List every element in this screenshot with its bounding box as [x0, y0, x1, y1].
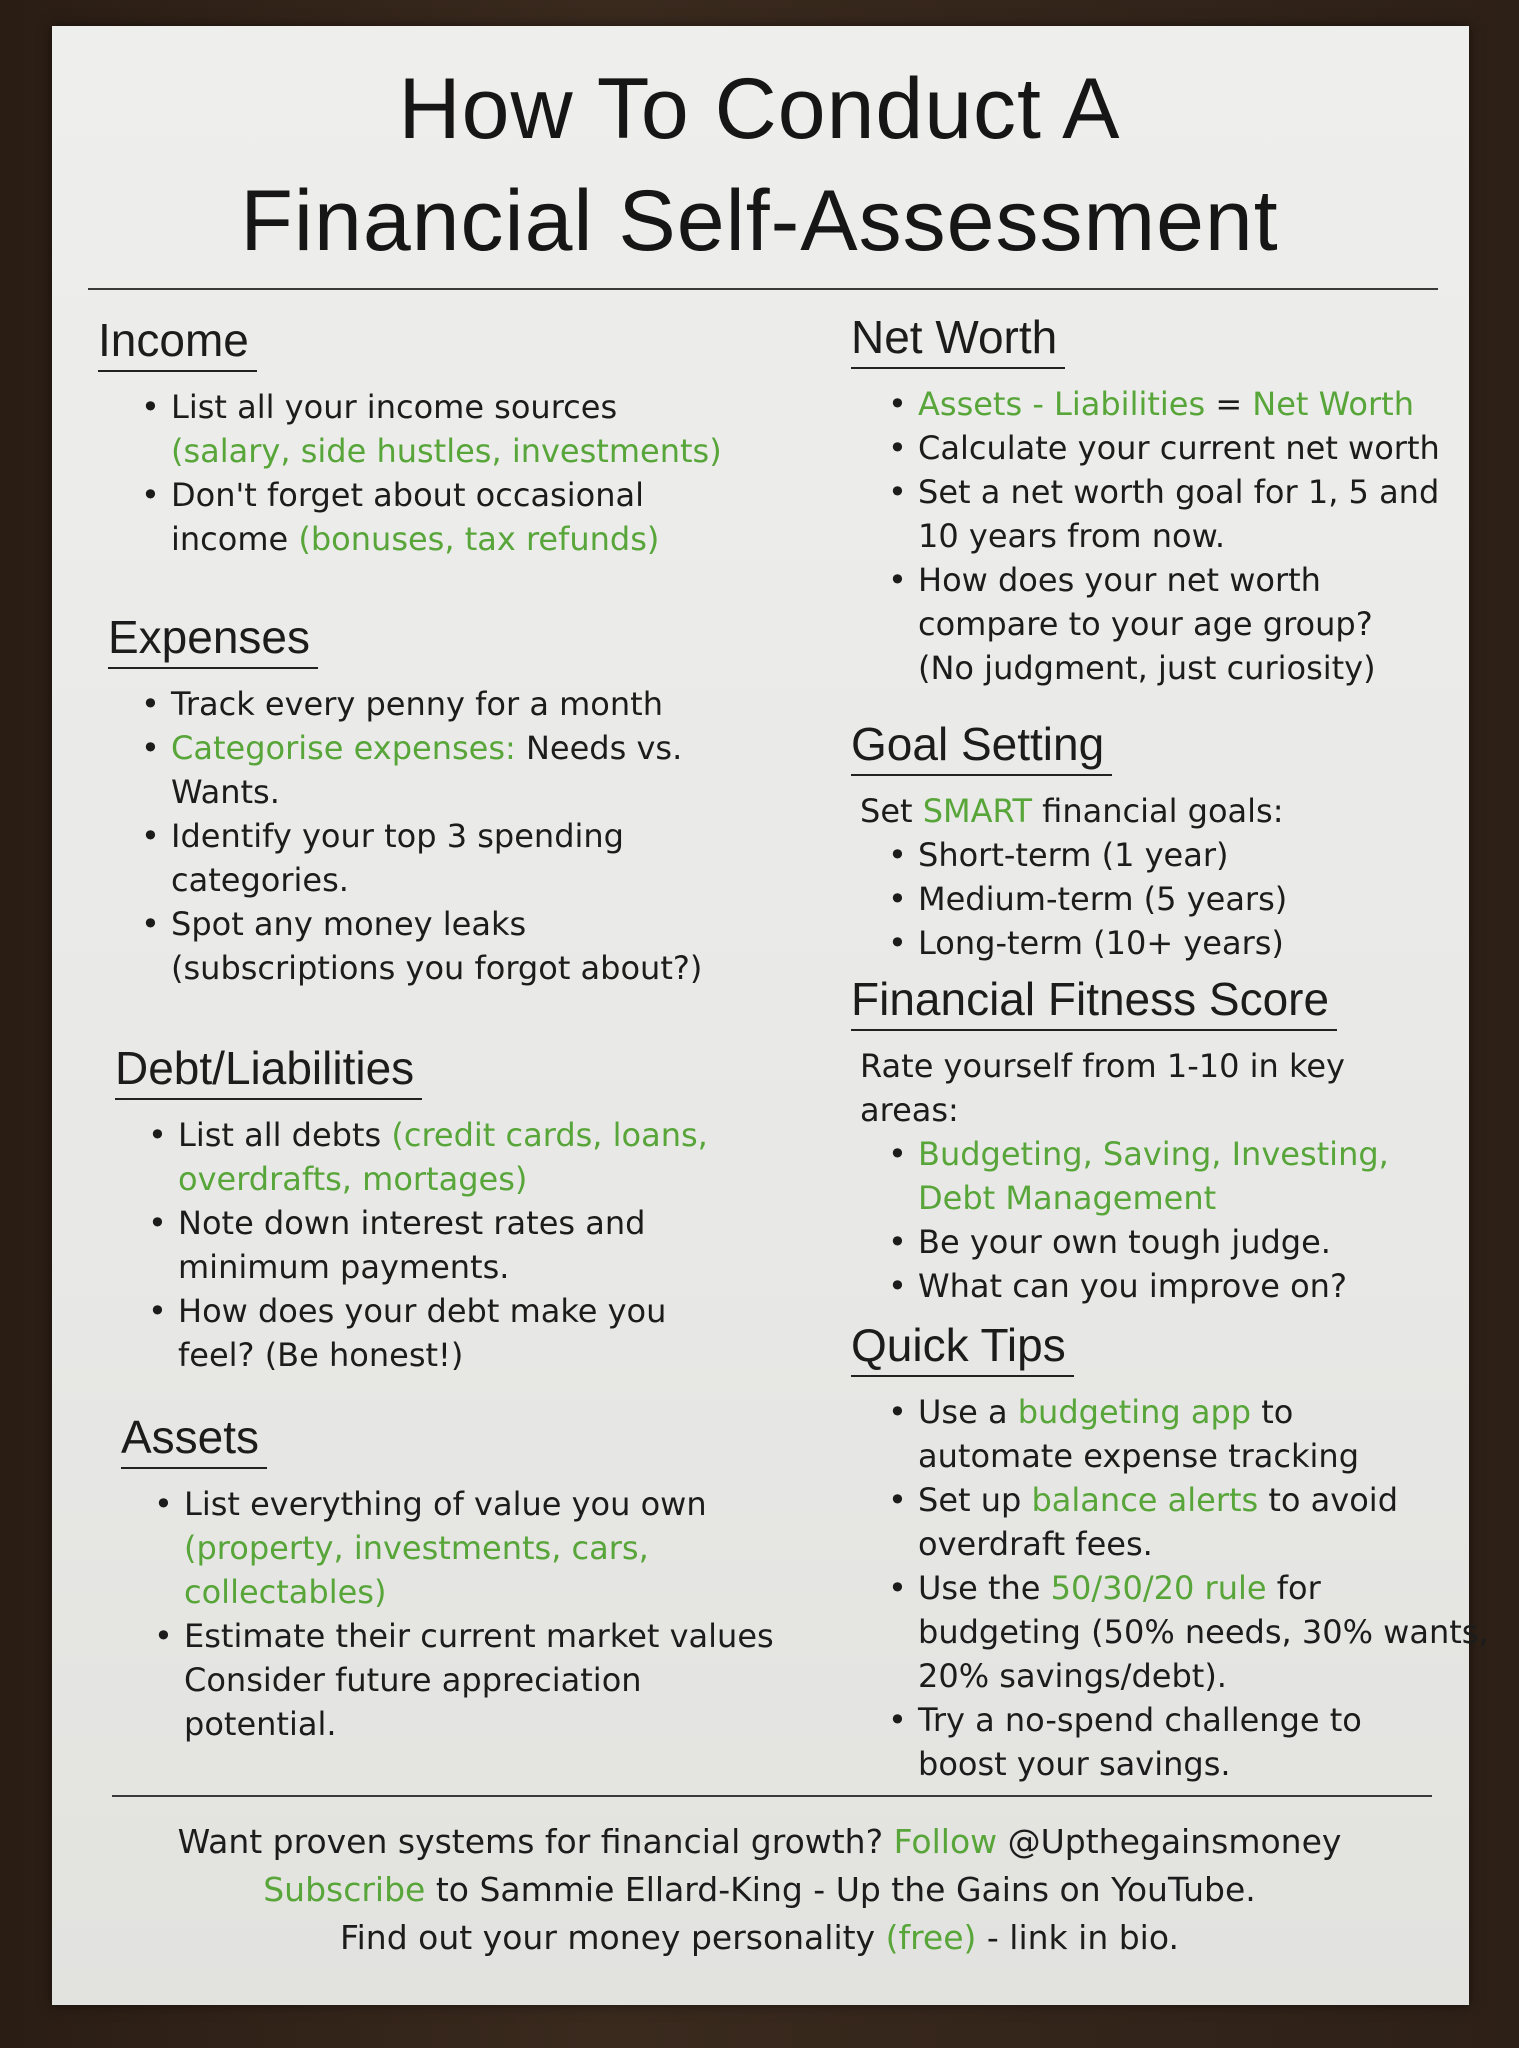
- footer: [0, 1818, 1519, 1962]
- text-line: [860, 1044, 1389, 1088]
- text: How does your debt make you: [178, 1292, 667, 1330]
- section-heading: Goal Setting: [851, 714, 1112, 776]
- bullet-item: [884, 1478, 1489, 1522]
- title-line-1: How To Conduct A: [398, 61, 1121, 157]
- highlight-text: 50/30/20 rule: [1050, 1569, 1267, 1607]
- highlight-text: Assets - Liabilities: [918, 385, 1206, 423]
- text-line: [860, 789, 1287, 833]
- text: - link in bio.: [976, 1918, 1179, 1957]
- bullet-item: [150, 1482, 774, 1526]
- text: Set: [860, 792, 923, 830]
- text-line: [144, 1157, 708, 1201]
- bullet-item: [884, 877, 1287, 921]
- bullet-item: [884, 921, 1287, 965]
- section-fitness-score: [851, 969, 1389, 1308]
- bullet-item: [884, 1566, 1489, 1610]
- highlight-text: Budgeting, Saving, Investing,: [918, 1135, 1389, 1173]
- section-net-worth: [851, 307, 1440, 690]
- text-line: [884, 1176, 1389, 1220]
- text: feel? (Be honest!): [178, 1336, 464, 1374]
- text: Consider future appreciation: [184, 1661, 642, 1699]
- text: areas:: [860, 1091, 959, 1129]
- highlight-text: Follow: [893, 1822, 998, 1861]
- text-line: [150, 1570, 774, 1614]
- text-line: [884, 1610, 1489, 1654]
- bullet-item: [884, 558, 1440, 602]
- bullet-item: [884, 1698, 1489, 1742]
- section-heading: Assets: [121, 1407, 267, 1469]
- bullet-item: [884, 1220, 1389, 1264]
- text: 10 years from now.: [918, 517, 1226, 555]
- text: boost your savings.: [918, 1745, 1231, 1783]
- bullet-item: [137, 814, 702, 858]
- text: What can you improve on?: [918, 1267, 1347, 1305]
- text-line: [137, 429, 722, 473]
- text: =: [1205, 385, 1253, 423]
- highlight-text: Net Worth: [1252, 385, 1414, 423]
- highlight-text: Subscribe: [263, 1870, 426, 1909]
- bullet-item: [144, 1113, 708, 1157]
- bullet-item: [884, 1132, 1389, 1176]
- text: @Upthegainsmoney: [997, 1822, 1342, 1861]
- bullet-item: [150, 1614, 774, 1658]
- text: Short-term (1 year): [918, 836, 1229, 874]
- section-heading: Net Worth: [851, 307, 1065, 369]
- text: Spot any money leaks: [171, 905, 527, 943]
- section-expenses: [108, 607, 702, 990]
- section-heading: Debt/Liabilities: [115, 1038, 422, 1100]
- text: Try a no-spend challenge to: [918, 1701, 1362, 1739]
- text: to: [1251, 1393, 1294, 1431]
- bullet-item: [144, 1289, 708, 1333]
- footer-divider: [112, 1795, 1432, 1797]
- text-line: [884, 1434, 1489, 1478]
- text-line: [150, 1702, 774, 1746]
- highlight-text: balance alerts: [1031, 1481, 1259, 1519]
- text: Set up: [918, 1481, 1032, 1519]
- text-line: [137, 770, 702, 814]
- text: automate expense tracking: [918, 1437, 1359, 1475]
- text-line: [137, 517, 722, 561]
- text: Set a net worth goal for 1, 5 and: [918, 473, 1440, 511]
- text: compare to your age group?: [918, 605, 1373, 643]
- text: (subscriptions you forgot about?): [171, 949, 703, 987]
- text-line: [884, 1522, 1489, 1566]
- text: Want proven systems for financial growth?: [177, 1822, 894, 1861]
- text: Calculate your current net worth: [918, 429, 1440, 467]
- section-assets: [121, 1407, 774, 1746]
- text: budgeting (50% needs, 30% wants,: [918, 1613, 1489, 1651]
- text: financial goals:: [1031, 792, 1284, 830]
- text-line: [144, 1333, 708, 1377]
- bullet-item: [884, 1264, 1389, 1308]
- footer-line: [0, 1818, 1519, 1866]
- text: potential.: [184, 1705, 337, 1743]
- text: Find out your money personality: [340, 1918, 886, 1957]
- text-line: [144, 1245, 708, 1289]
- highlight-text: Categorise expenses:: [171, 729, 516, 767]
- bullet-item: [137, 726, 702, 770]
- bullet-item: [144, 1201, 708, 1245]
- bullet-item: [884, 382, 1440, 426]
- section-heading: Income: [98, 310, 257, 372]
- section-heading: Expenses: [108, 607, 318, 669]
- section-income: [98, 310, 722, 561]
- text: Long-term (10+ years): [918, 924, 1284, 962]
- text-line: [884, 646, 1440, 690]
- text: List all your income sources: [171, 388, 618, 426]
- text-line: [150, 1526, 774, 1570]
- text: 20% savings/debt).: [918, 1657, 1227, 1695]
- text-line: [137, 946, 702, 990]
- text-line: [884, 602, 1440, 646]
- text: Use a: [918, 1393, 1018, 1431]
- text: for: [1266, 1569, 1321, 1607]
- highlight-text: Debt Management: [918, 1179, 1217, 1217]
- footer-line: [0, 1914, 1519, 1962]
- highlight-text: budgeting app: [1017, 1393, 1252, 1431]
- text: How does your net worth: [918, 561, 1321, 599]
- footer-line: [0, 1866, 1519, 1914]
- highlight-text: overdrafts, mortages): [178, 1160, 528, 1198]
- text: Track every penny for a month: [171, 685, 663, 723]
- highlight-text: (free): [885, 1918, 977, 1957]
- text: Note down interest rates and: [178, 1204, 646, 1242]
- text: (No judgment, just curiosity): [918, 649, 1376, 687]
- text-line: [860, 1088, 1389, 1132]
- text: to Sammie Ellard-King - Up the Gains on YouTube.: [425, 1870, 1256, 1909]
- bullet-item: [884, 833, 1287, 877]
- section-goal-setting: [851, 714, 1287, 965]
- text: overdraft fees.: [918, 1525, 1153, 1563]
- text: minimum payments.: [178, 1248, 510, 1286]
- text: List everything of value you own: [184, 1485, 707, 1523]
- bullet-item: [137, 385, 722, 429]
- bullet-item: [137, 473, 722, 517]
- text: Needs vs.: [515, 729, 683, 767]
- text: Wants.: [171, 773, 280, 811]
- highlight-text: (credit cards, loans,: [391, 1116, 708, 1154]
- text-line: [884, 514, 1440, 558]
- text: Use the: [918, 1569, 1051, 1607]
- text: to avoid: [1258, 1481, 1398, 1519]
- text-line: [884, 1742, 1489, 1786]
- highlight-text: (bonuses, tax refunds): [298, 520, 660, 558]
- bullet-item: [884, 426, 1440, 470]
- highlight-text: collectables): [184, 1573, 387, 1611]
- bullet-item: [884, 1390, 1489, 1434]
- title-divider: [88, 288, 1438, 290]
- text-line: [137, 858, 702, 902]
- section-debt: [115, 1038, 708, 1377]
- highlight-text: SMART: [922, 792, 1032, 830]
- text: List all debts: [178, 1116, 392, 1154]
- text: categories.: [171, 861, 349, 899]
- text: Don't forget about occasional: [171, 476, 644, 514]
- text: Medium-term (5 years): [918, 880, 1288, 918]
- text: Be your own tough judge.: [918, 1223, 1331, 1261]
- text-line: [884, 1654, 1489, 1698]
- text: Rate yourself from 1-10 in key: [860, 1047, 1345, 1085]
- text: income: [171, 520, 299, 558]
- text: Identify your top 3 spending: [171, 817, 624, 855]
- highlight-text: (property, investments, cars,: [184, 1529, 649, 1567]
- section-heading: Quick Tips: [851, 1315, 1074, 1377]
- highlight-text: (salary, side hustles, investments): [171, 432, 722, 470]
- bullet-item: [884, 470, 1440, 514]
- section-heading: Financial Fitness Score: [851, 969, 1337, 1031]
- text: Estimate their current market values: [184, 1617, 774, 1655]
- text-line: [150, 1658, 774, 1702]
- section-quick-tips: [851, 1315, 1489, 1786]
- bullet-item: [137, 682, 702, 726]
- bullet-item: [137, 902, 702, 946]
- title-line-2: Financial Self-Assessment: [240, 173, 1279, 269]
